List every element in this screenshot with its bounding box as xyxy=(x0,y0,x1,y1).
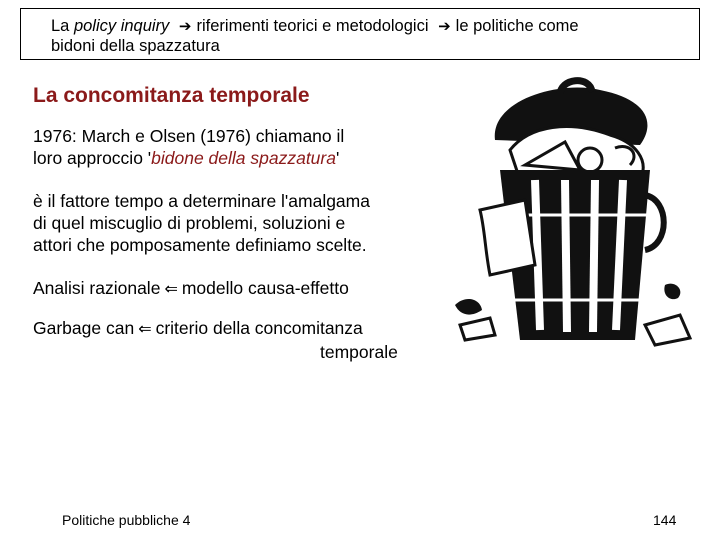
p3-text-a: Analisi razionale xyxy=(33,278,161,298)
footer-course-label: Politiche pubbliche 4 xyxy=(62,512,191,528)
p4-text-b: criterio della concomitanza xyxy=(155,318,363,338)
paragraph-1-line-1: 1976: March e Olsen (1976) chiamano il xyxy=(33,126,345,146)
slide-title: La concomitanza temporale xyxy=(33,84,310,107)
p1-quote: ' xyxy=(335,148,340,168)
paragraph-2-line-3: attori che pomposamente definiamo scelte. xyxy=(33,235,367,255)
header-text-3: le politiche come xyxy=(455,17,579,35)
paragraph-2-line-1: è il fattore tempo a determinare l'amalgama xyxy=(33,191,370,211)
p1-italic: bidone della spazzatura xyxy=(151,148,336,168)
header-italic: policy inquiry xyxy=(73,17,170,35)
left-arrow-icon: ⇐ xyxy=(164,279,178,298)
header-line-2: bidoni della spazzatura xyxy=(51,37,220,55)
right-arrow-icon: ➔ xyxy=(438,17,451,35)
left-arrow-icon: ⇐ xyxy=(138,319,152,338)
p3-text-b: modello causa-effetto xyxy=(181,278,349,298)
header-text-2: riferimenti teorici e metodologici xyxy=(196,17,429,35)
header-text-1: La xyxy=(51,17,74,35)
paragraph-4-line-2: temporale xyxy=(320,342,398,362)
right-arrow-icon: ➔ xyxy=(178,17,192,35)
p1-text: loro approccio ' xyxy=(33,148,152,168)
paragraph-3 xyxy=(33,278,349,299)
paragraph-4 xyxy=(33,318,363,339)
paragraph-2-line-2: di quel miscuglio di problemi, soluzioni e xyxy=(33,213,346,233)
p4-text-a: Garbage can xyxy=(33,318,135,338)
paragraph-1-line-2 xyxy=(33,148,339,169)
garbage-can-icon xyxy=(440,70,705,360)
header-line-1 xyxy=(51,16,579,36)
page-number: 144 xyxy=(653,512,677,528)
